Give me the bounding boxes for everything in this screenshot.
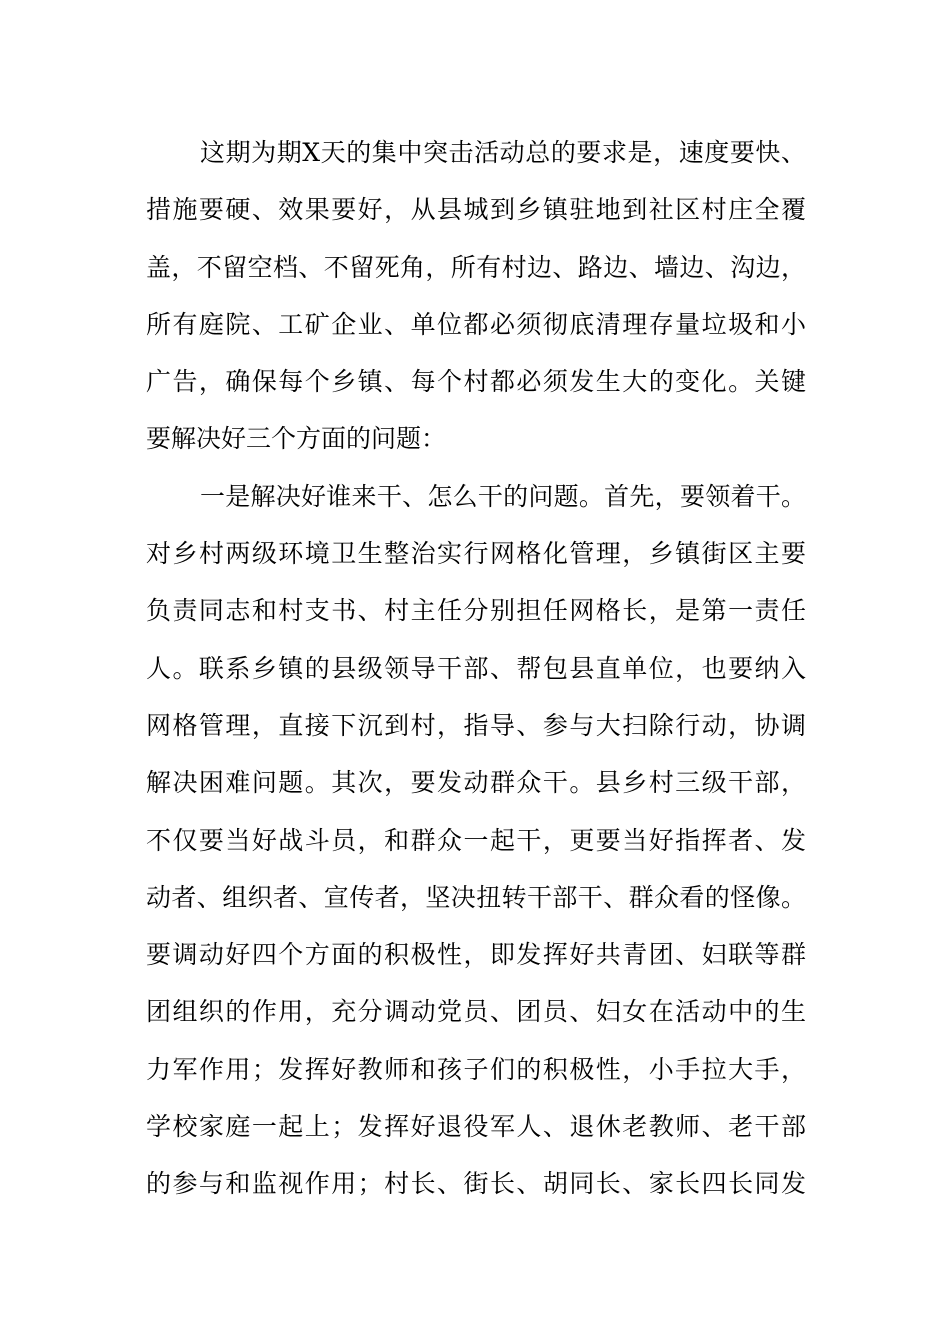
paragraph-2-line-11: 力军作用；发挥好教师和孩子们的积极性，小手拉大手， <box>146 1054 806 1084</box>
paragraph-1-line-3: 盖，不留空档、不留死角，所有村边、路边、墙边、沟边， <box>146 252 806 282</box>
paragraph-2-line-3: 负责同志和村支书、村主任分别担任网格长，是第一责任 <box>146 596 806 626</box>
paragraph-2-line-12: 学校家庭一起上；发挥好退役军人、退休老教师、老干部 <box>146 1112 806 1142</box>
paragraph-1-line-2: 措施要硬、效果要好，从县城到乡镇驻地到社区村庄全覆 <box>146 195 806 225</box>
paragraph-1-line-6: 要解决好三个方面的问题： <box>146 424 447 454</box>
paragraph-2-line-5: 网格管理，直接下沉到村，指导、参与大扫除行动，协调 <box>146 710 806 740</box>
paragraph-2-line-13: 的参与和监视作用；村长、街长、胡同长、家长四长同发 <box>146 1169 806 1199</box>
paragraph-2-line-4: 人。联系乡镇的县级领导干部、帮包县直单位，也要纳入 <box>146 653 806 683</box>
paragraph-1-line-5: 广告，确保每个乡镇、每个村都必须发生大的变化。关键 <box>146 367 806 397</box>
paragraph-2-line-1: 一是解决好谁来干、怎么干的问题。首先，要领着干。 <box>200 481 806 511</box>
paragraph-2-line-9: 要调动好四个方面的积极性，即发挥好共青团、妇联等群 <box>146 940 806 970</box>
paragraph-2-line-7: 不仅要当好战斗员，和群众一起干，更要当好指挥者、发 <box>146 825 806 855</box>
paragraph-1-line-4: 所有庭院、工矿企业、单位都必须彻底清理存量垃圾和小 <box>146 309 806 339</box>
paragraph-2-line-6: 解决困难问题。其次，要发动群众干。县乡村三级干部， <box>146 768 806 798</box>
paragraph-1-line-1: 这期为期X天的集中突击活动总的要求是，速度要快、 <box>200 138 806 167</box>
body-text <box>146 130 806 1219</box>
paragraph-2-line-2: 对乡村两级环境卫生整治实行网格化管理，乡镇街区主要 <box>146 539 806 569</box>
paragraph-2-line-10: 团组织的作用，充分调动党员、团员、妇女在活动中的生 <box>146 997 806 1027</box>
paragraph-2-line-8: 动者、组织者、宣传者，坚决扭转干部干、群众看的怪像。 <box>146 882 806 912</box>
